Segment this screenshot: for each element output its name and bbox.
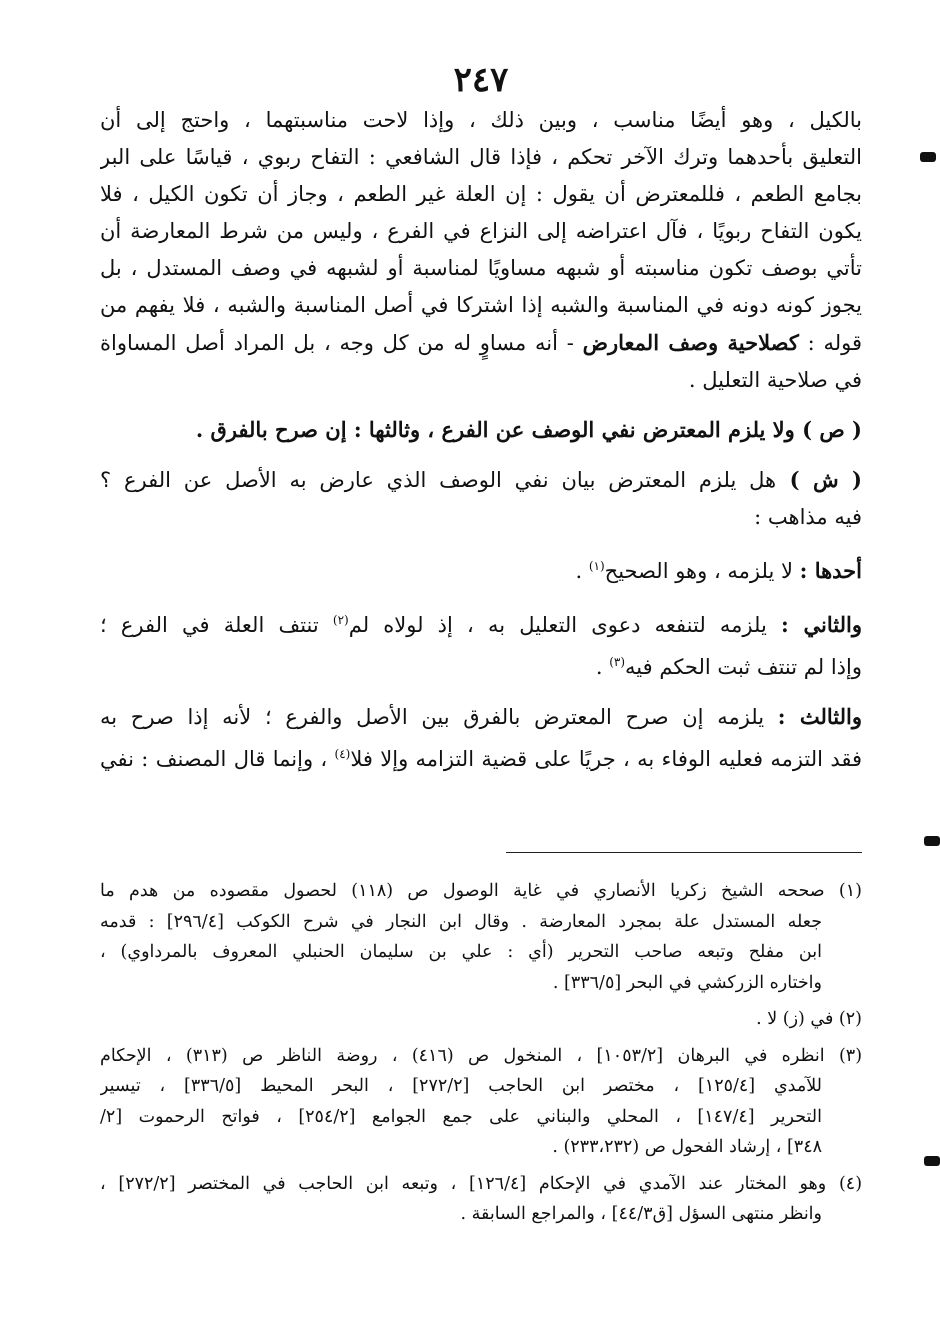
text-run: التحرير [١٤٧/٤] ، المحلي والبناني على جمع الجوامع [٢٥٤/٢] ، فواتح الرحموت [٢/ bbox=[100, 1106, 822, 1127]
text-line bbox=[100, 548, 862, 590]
text-run: ، وإنما قال المصنف : نفي bbox=[100, 747, 335, 771]
footnote-ref: (٤) bbox=[334, 747, 351, 761]
margin-mark-icon bbox=[920, 152, 936, 162]
text-run: ٣٤٨] ، إرشاد الفحول ص (٢٣٣،٢٣٢) . bbox=[552, 1137, 822, 1157]
text-run: . bbox=[575, 559, 589, 583]
text-run: (٣) انظره في البرهان [١٠٥٣/٢] ، المنخول ص (٤١٦) ، روضة الناظر ص (٣١٣) ، الإحكام bbox=[100, 1045, 862, 1066]
text-run: يجوز كونه دونه في المناسبة والشبه إذا اشتركا في أصل المناسبة والشبه ، فلا يفهم من bbox=[100, 293, 862, 317]
bold-text: والثالث : bbox=[777, 704, 862, 729]
text-run: للآمدي [١٢٥/٤] ، مختصر ابن الحاجب [٢٧٢/٢] ، البحر المحيط [٣٣٦/٥] ، تيسير bbox=[100, 1076, 823, 1096]
text-run: تنتف العلة في الفرع ؛ bbox=[100, 613, 333, 637]
text-run: وإذا لم تنتف ثبت الحكم فيه bbox=[625, 655, 862, 679]
text-run: - أنه مساوٍ له من كل وجه ، بل المراد أصل المساواة bbox=[100, 331, 583, 355]
book-page bbox=[100, 50, 862, 1300]
text-line bbox=[100, 139, 862, 176]
text-line bbox=[100, 602, 862, 644]
footnote-line bbox=[100, 937, 862, 968]
text-line bbox=[100, 644, 862, 686]
margin-mark-icon bbox=[924, 836, 940, 846]
text-line bbox=[100, 736, 862, 778]
bold-text: ( ش ) bbox=[776, 467, 862, 492]
text-run: قوله : bbox=[798, 331, 862, 355]
footnote-separator bbox=[506, 852, 862, 853]
footnote-ref: (٢) bbox=[332, 613, 349, 627]
text-line bbox=[100, 324, 862, 362]
spacer bbox=[100, 449, 862, 461]
spacer bbox=[100, 686, 862, 698]
text-run: وانظر منتهى السؤل [ق٤٤/٣] ، والمراجع السابقة . bbox=[460, 1204, 822, 1224]
footnote-line bbox=[100, 1199, 862, 1230]
text-line bbox=[100, 213, 862, 250]
text-run: (٤) وهو المختار عند الآمدي في الإحكام [١٢٦/٤] ، وتبعه ابن الحاجب في المختصر [٢٧٢/٢] ، bbox=[100, 1173, 862, 1194]
text-run: يلزمه إن صرح المعترض بالفرق بين الأصل والفرع ؛ لأنه إذا صرح به bbox=[100, 705, 778, 729]
spacer bbox=[100, 590, 862, 602]
text-run: يلزمه لتنفعه دعوى التعليل به ، إذ لولاه لم bbox=[348, 613, 781, 637]
footnotes bbox=[100, 876, 862, 1230]
text-run: بجامع الطعم ، فللمعترض أن يقول : إن العلة غير الطعم ، وجاز أن تكون الكيل ، فلا bbox=[100, 182, 862, 206]
footnote-line bbox=[100, 907, 862, 938]
text-line bbox=[100, 499, 862, 536]
bold-text: ( ص ) ولا يلزم المعترض نفي الوصف عن الفرع ، وثالثها : إن صرح بالفرق . bbox=[195, 417, 862, 442]
main-text bbox=[100, 102, 862, 778]
bold-text: أحدها : bbox=[799, 558, 862, 583]
footnote-line bbox=[100, 1071, 862, 1102]
text-run: تأتي بوصف تكون مناسبته أو شبهه مساويًا لمناسبة أو لشبهه في وصف المستدل ، بل bbox=[100, 256, 862, 280]
bold-text: والثاني : bbox=[780, 612, 862, 637]
text-run: بالكيل ، وهو أيضًا مناسب ، وبين ذلك ، وإذا لاحت مناسبتهما ، واحتج إلى أن bbox=[100, 108, 862, 132]
text-run: التعليق بأحدهما وترك الآخر تحكم ، فإذا قال الشافعي : التفاح ربوي ، قياسًا على البر bbox=[100, 145, 862, 169]
footnote-ref: (١) bbox=[588, 559, 605, 573]
text-line bbox=[100, 250, 862, 287]
text-run: واختاره الزركشي في البحر [٣٣٦/٥] . bbox=[552, 972, 822, 993]
footnote-line bbox=[100, 1041, 862, 1072]
text-run: في صلاحية التعليل . bbox=[688, 368, 862, 392]
text-line bbox=[100, 176, 862, 213]
text-run: ابن مفلح وتبعه صاحب التحرير (أي : علي بن سليمان الحنبلي المعروف بالمرداوي) ، bbox=[100, 942, 822, 962]
bold-text: كصلاحية وصف المعارض bbox=[582, 330, 799, 355]
text-run: يكون التفاح ربويًا ، فآل اعتراضه إلى النزاع في الفرع ، وليس من شرط المعارضة أن bbox=[100, 219, 862, 243]
footnote-ref: (٣) bbox=[609, 655, 626, 669]
text-line bbox=[100, 461, 862, 499]
text-run: . bbox=[595, 655, 610, 679]
text-run: هل يلزم المعترض بيان نفي الوصف الذي عارض به الأصل عن الفرع ؟ bbox=[100, 468, 777, 492]
spacer bbox=[100, 399, 862, 411]
footnote-line bbox=[100, 876, 862, 907]
spacer bbox=[100, 536, 862, 548]
text-run: (٢) في (ز) لا . bbox=[756, 1009, 862, 1029]
footnote-line bbox=[100, 1004, 862, 1035]
footnote-line bbox=[100, 1169, 862, 1200]
margin-mark-icon bbox=[924, 1156, 940, 1166]
text-line bbox=[100, 411, 862, 449]
footnote-line bbox=[100, 968, 862, 999]
footnote-line bbox=[100, 1102, 862, 1133]
text-run: لا يلزمه ، وهو الصحيح bbox=[604, 559, 800, 583]
text-run: فيه مذاهب : bbox=[754, 505, 862, 529]
text-run: جعله المستدل علة بمجرد المعارضة . وقال ابن النجار في شرح الكوكب [٢٩٦/٤] : قدمه bbox=[100, 911, 823, 932]
text-line bbox=[100, 362, 862, 399]
text-run: (١) صححه الشيخ زكريا الأنصاري في غاية الوصول ص (١١٨) لحصول مقصوده من هدم ما bbox=[100, 881, 862, 901]
text-line bbox=[100, 102, 862, 139]
page-number: ٢٤٧ bbox=[453, 60, 509, 100]
text-line bbox=[100, 698, 862, 736]
text-line bbox=[100, 287, 862, 324]
text-run: فقد التزمه فعليه الوفاء به ، جريًا على قضية التزامه وإلا فلا bbox=[350, 747, 862, 771]
footnote-line bbox=[100, 1132, 862, 1163]
